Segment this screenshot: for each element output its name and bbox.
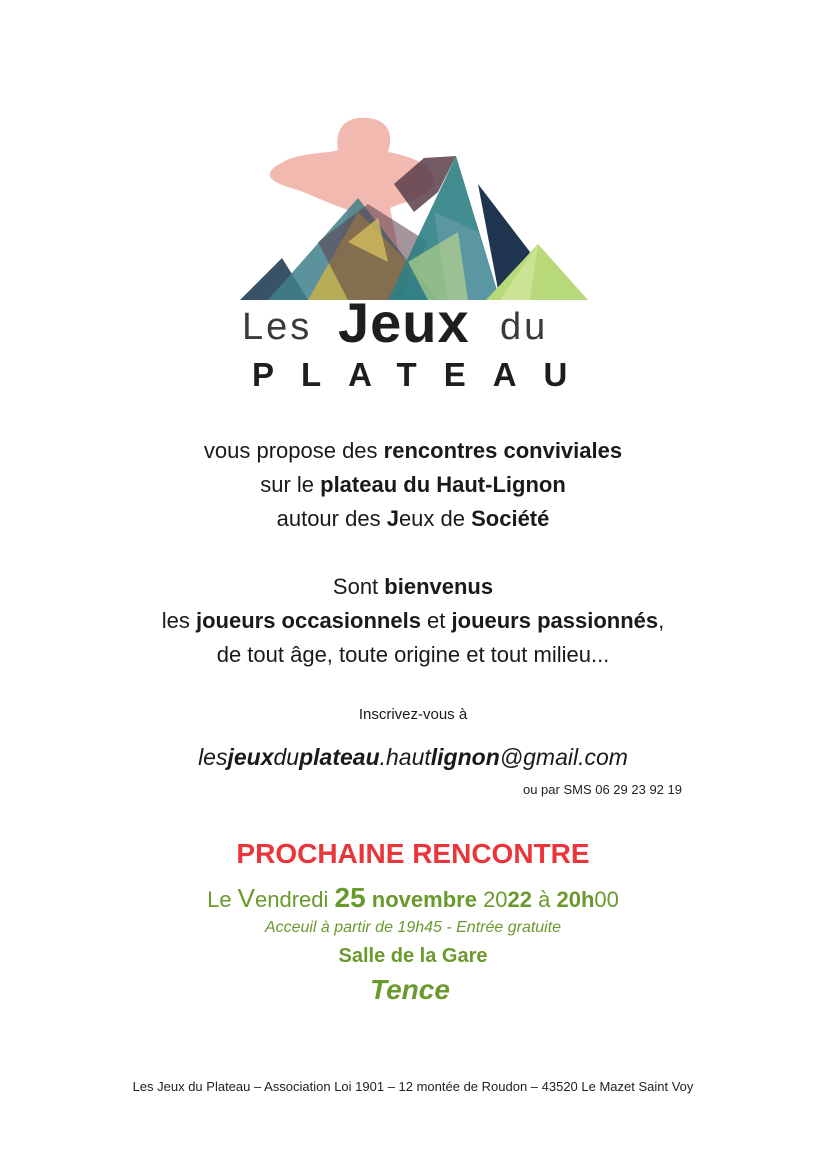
date-part-7: 22 <box>507 887 533 912</box>
date-part-5: novembre <box>365 887 477 912</box>
intro-text <box>0 434 826 536</box>
welcome-line-1-bold: bienvenus <box>384 574 494 599</box>
intro-line-3-pre: autour des <box>276 506 387 531</box>
intro-line-3 <box>0 502 826 536</box>
welcome-line-2 <box>0 604 826 638</box>
brand-word-les: Les <box>242 306 313 348</box>
brand-title <box>238 292 590 358</box>
footer-address: Les Jeux du Plateau – Association Loi 1901 – 12 montée de Roudon – 43520 Le Mazet Saint Voy <box>132 1079 694 1094</box>
email-part-7: @gmail.com <box>499 744 628 770</box>
intro-line-3-bold-societe: Société <box>471 506 550 531</box>
sms-contact: ou par SMS 06 29 23 92 19 <box>522 782 682 797</box>
date-part-6: 20 <box>476 887 508 912</box>
logo-graphic <box>238 112 590 304</box>
welcome-line-2-post: , <box>658 608 665 633</box>
brand-word-du: du <box>500 306 549 348</box>
mountain-meeple-icon <box>238 112 590 304</box>
signup-email-link[interactable] <box>0 744 826 771</box>
welcome-text <box>0 570 826 672</box>
date-part-3: endredi <box>255 887 335 912</box>
intro-line-1-bold: rencontres conviviales <box>383 438 623 463</box>
signup-label: Inscrivez-vous à <box>358 706 468 723</box>
date-part-8: à <box>532 887 557 912</box>
welcome-line-2-pre: les <box>161 608 196 633</box>
email-part-4: plateau <box>299 744 380 770</box>
date-part-2: V <box>237 883 256 913</box>
date-part-10: 00 <box>594 887 619 912</box>
email-part-6: lignon <box>430 744 500 770</box>
intro-line-2 <box>0 468 826 502</box>
email-part-5: .haut <box>379 744 431 770</box>
intro-line-3-mid: eux de <box>398 506 472 531</box>
brand-word-jeux: Jeux <box>338 291 470 354</box>
welcome-line-2-mid: et <box>420 608 452 633</box>
intro-line-1 <box>0 434 826 468</box>
next-meeting-title: PROCHAINE RENCONTRE <box>236 838 590 869</box>
date-part-9: 20h <box>556 887 595 912</box>
date-part-4: 25 <box>334 882 366 913</box>
next-meeting-date <box>0 882 826 914</box>
intro-line-3-bold-j: J <box>386 506 399 531</box>
date-part-1: Le <box>207 887 238 912</box>
email-part-2: jeux <box>227 744 274 770</box>
next-meeting-city: Tence <box>370 974 450 1005</box>
welcome-line-1-pre: Sont <box>332 574 385 599</box>
email-part-3: du <box>273 744 300 770</box>
intro-line-2-pre: sur le <box>260 472 321 497</box>
brand-word-plateau: PLATEAU <box>252 356 595 393</box>
welcome-line-2-bold-1: joueurs occasionnels <box>195 608 421 633</box>
intro-line-2-bold: plateau du Haut-Lignon <box>320 472 566 497</box>
next-meeting-info: Acceuil à partir de 19h45 - Entrée gratuite <box>264 919 562 936</box>
next-meeting-venue: Salle de la Gare <box>338 945 488 967</box>
intro-line-1-pre: vous propose des <box>203 438 384 463</box>
email-part-1: les <box>198 744 228 770</box>
welcome-line-1 <box>0 570 826 604</box>
welcome-line-2-bold-2: joueurs passionnés <box>451 608 659 633</box>
welcome-line-3: de tout âge, toute origine et tout milieu... <box>216 642 610 667</box>
